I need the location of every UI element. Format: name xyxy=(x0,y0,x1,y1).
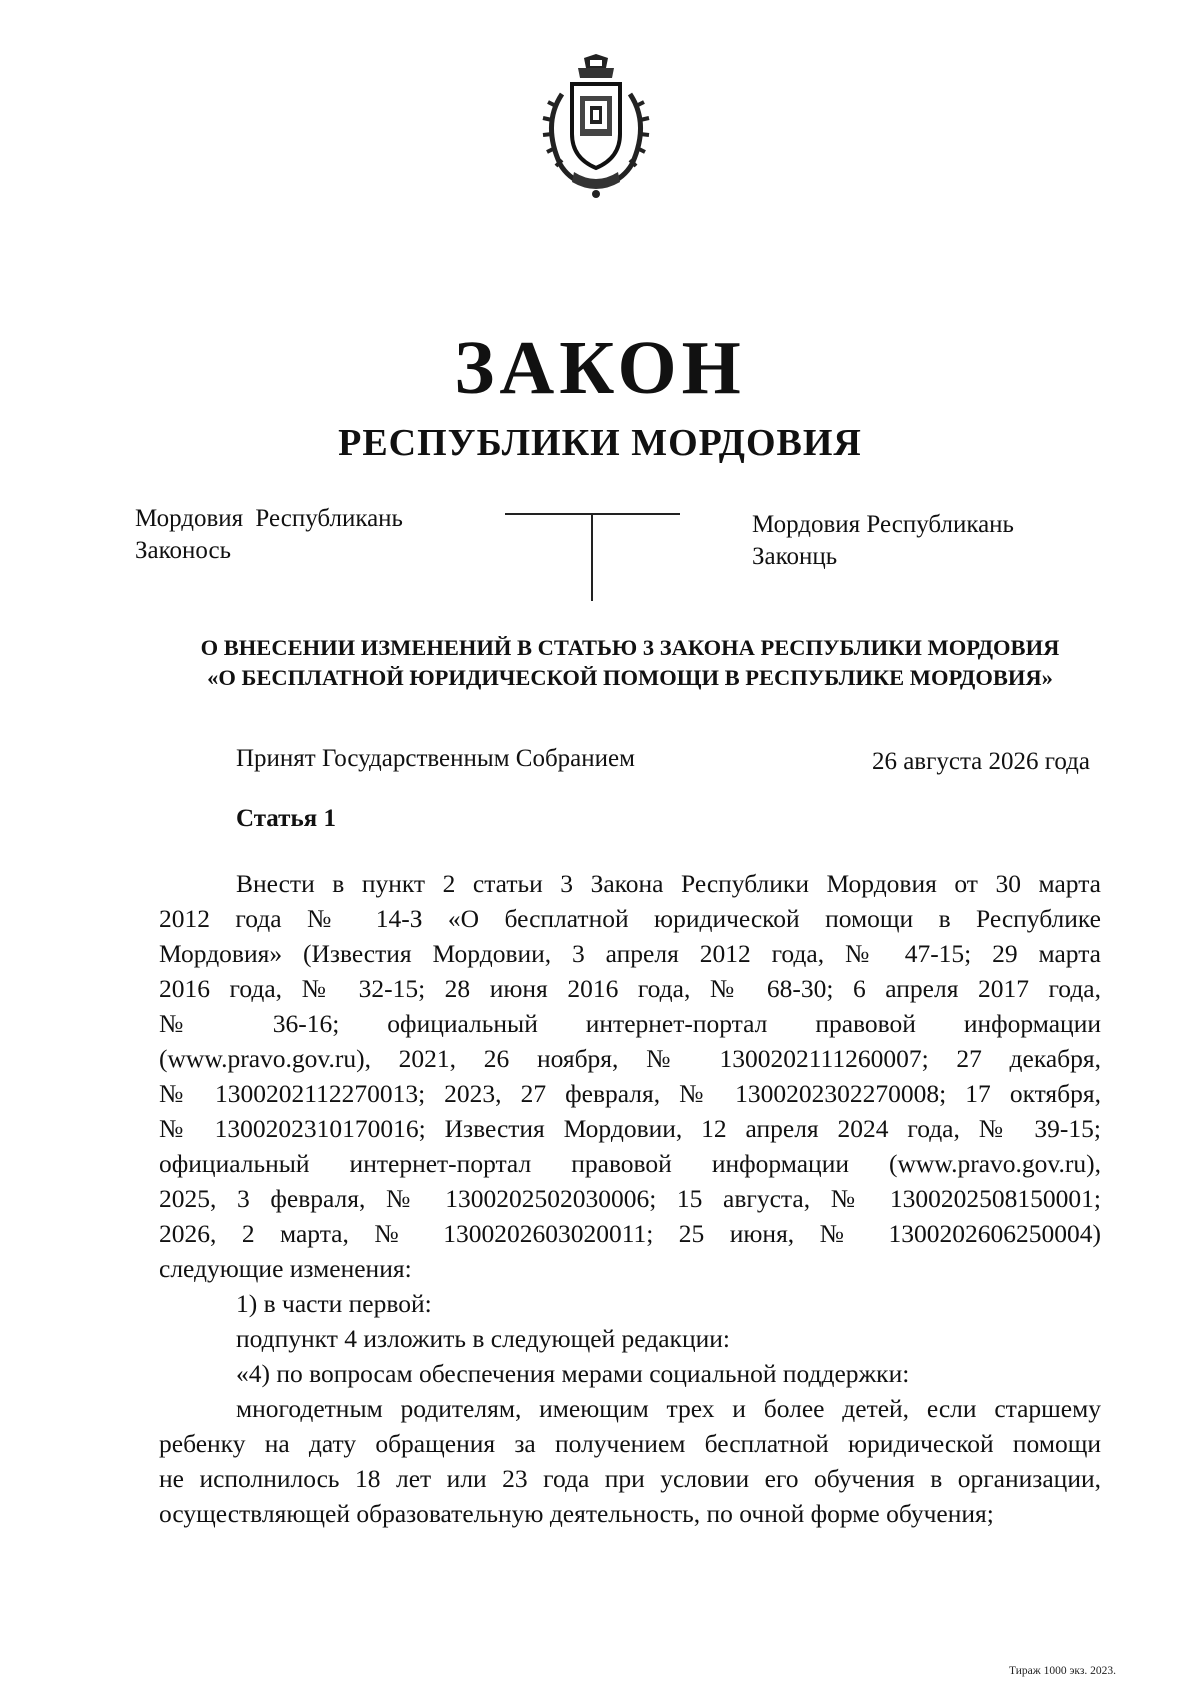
republic-heading: РЕСПУБЛИКИ МОРДОВИЯ xyxy=(338,422,862,464)
body-line: № 36-16; официальный интернет-портал правовой информации xyxy=(159,1009,1101,1038)
erzya-title-block xyxy=(752,509,1014,573)
item-1: 1) в части первой: xyxy=(236,1289,432,1318)
body-line: ребенку на дату обращения за получением бесплатной юридической помощи xyxy=(159,1429,1101,1458)
body-line: 2026, 2 марта, № 1300202603020011; 25 июня, № 1300202606250004) xyxy=(159,1219,1101,1248)
coat-of-arms-emblem xyxy=(534,54,658,200)
moksha-title-block xyxy=(135,503,403,567)
body-line: многодетным родителям, имеющим трех и более детей, если старшему xyxy=(236,1394,1101,1423)
body-line: № 1300202310170016; Известия Мордовии, 12 апреля 2024 года, № 39-15; xyxy=(159,1114,1101,1143)
erzya-title-line-2: Законць xyxy=(752,543,838,570)
header-divider-vertical xyxy=(591,513,593,601)
law-subject-title xyxy=(150,633,1110,693)
subitem-4-instruction: подпункт 4 изложить в следующей редакции: xyxy=(236,1324,730,1353)
moksha-title-line-2: Законось xyxy=(135,537,231,564)
body-line: 2016 года, № 32-15; 28 июня 2016 года, № 68-30; 6 апреля 2017 года, xyxy=(159,974,1101,1003)
adoption-date: 26 августа 2026 года xyxy=(871,748,1090,775)
body-line: 2025, 3 февраля, № 1300202502030006; 15 августа, № 1300202508150001; xyxy=(159,1184,1101,1213)
body-line: Мордовия» (Известия Мордовии, 3 апреля 2012 года, № 47-15; 29 марта xyxy=(159,939,1101,968)
circulation-note: Тираж 1000 экз. 2023. xyxy=(1009,1665,1116,1677)
quoted-item-4-start: «4) по вопросам обеспечения мерами социальной поддержки: xyxy=(236,1359,910,1388)
body-line: (www.pravo.gov.ru), 2021, 26 ноября, № 1300202111260007; 27 декабря, xyxy=(159,1044,1101,1073)
body-line: следующие изменения: xyxy=(159,1254,412,1283)
body-line: 2012 года № 14-З «О бесплатной юридической помощи в Республике xyxy=(159,904,1101,933)
moksha-title-line-1: Мордовия Республикань xyxy=(135,505,403,532)
body-line: № 1300202112270013; 2023, 27 февраля, № 1300202302270008; 17 октября, xyxy=(159,1079,1101,1108)
article-heading: Статья 1 xyxy=(236,805,336,832)
article-body xyxy=(159,866,1101,1531)
erzya-title-line-1: Мордовия Республикань xyxy=(752,511,1014,538)
body-line: официальный интернет-портал правовой информации (www.pravo.gov.ru), xyxy=(159,1149,1101,1178)
body-line: Внести в пункт 2 статьи 3 Закона Республики Мордовия от 30 марта xyxy=(236,869,1101,898)
law-heading: ЗАКОН xyxy=(454,326,746,410)
adopted-by-text: Принят Государственным Собранием xyxy=(236,745,635,772)
body-line: осуществляющей образовательную деятельность, по очной форме обучения; xyxy=(159,1499,994,1528)
law-subject-line-1: О ВНЕСЕНИИ ИЗМЕНЕНИЙ В СТАТЬЮ 3 ЗАКОНА РЕСПУБЛИКИ МОРДОВИЯ xyxy=(200,635,1060,660)
law-subject-line-2: «О БЕСПЛАТНОЙ ЮРИДИЧЕСКОЙ ПОМОЩИ В РЕСПУБЛИКЕ МОРДОВИЯ» xyxy=(207,665,1053,690)
body-line: не исполнилось 18 лет или 23 года при условии его обучения в организации, xyxy=(159,1464,1101,1493)
